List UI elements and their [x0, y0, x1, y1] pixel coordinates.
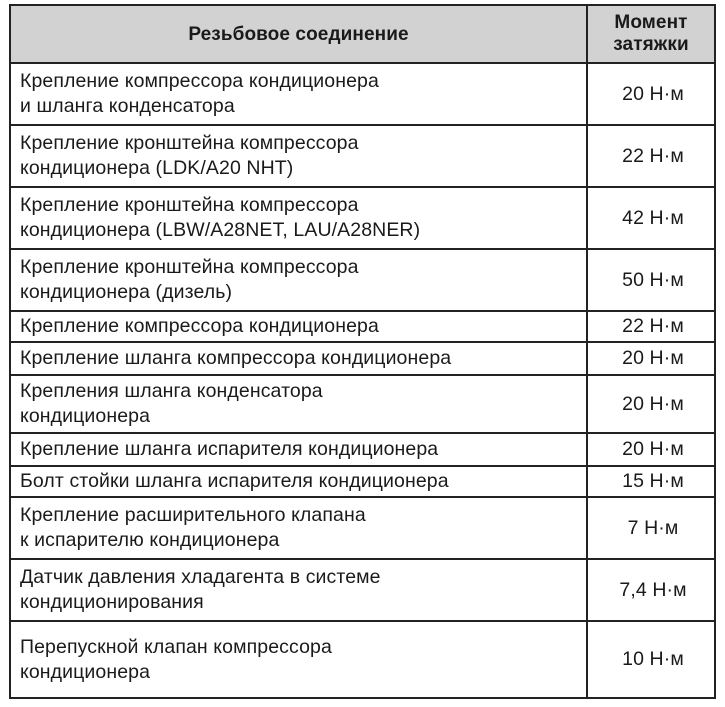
header-joint: Резьбовое соединение — [11, 6, 588, 64]
row-7-torque: 20 Н·м — [588, 376, 714, 434]
row-10-joint: Крепление расширительного клапана к испарителю кондиционера — [11, 498, 588, 560]
row-6-joint: Крепление шланга компрессора кондиционера — [11, 343, 588, 376]
row-6-torque: 20 Н·м — [588, 343, 714, 376]
row-8-torque: 20 Н·м — [588, 434, 714, 467]
torque-table — [9, 4, 716, 699]
row-11-joint: Датчик давления хладагента в системе кондиционирования — [11, 560, 588, 622]
row-9-joint: Болт стойки шланга испарителя кондиционера — [11, 467, 588, 498]
row-11-torque: 7,4 Н·м — [588, 560, 714, 622]
row-7-joint: Крепления шланга конденсатора кондиционера — [11, 376, 588, 434]
row-10-torque: 7 Н·м — [588, 498, 714, 560]
row-3-torque: 42 Н·м — [588, 188, 714, 250]
row-8-joint: Крепление шланга испарителя кондиционера — [11, 434, 588, 467]
row-2-torque: 22 Н·м — [588, 126, 714, 188]
row-5-torque: 22 Н·м — [588, 312, 714, 343]
row-5-joint: Крепление компрессора кондиционера — [11, 312, 588, 343]
row-12-torque: 10 Н·м — [622, 648, 684, 670]
row-2-joint: Крепление кронштейна компрессора кондиционера (LDK/A20 NHT) — [11, 126, 588, 188]
row-4-torque: 50 Н·м — [588, 250, 714, 312]
row-1-torque: 20 Н·м — [588, 64, 714, 126]
row-3-joint: Крепление кронштейна компрессора кондиционера (LBW/A28NET, LAU/A28NER) — [11, 188, 588, 250]
row-1-joint: Крепление компрессора кондиционера и шланга конденсатора — [11, 64, 588, 126]
row-9-torque: 15 Н·м — [588, 467, 714, 498]
row-4-joint: Крепление кронштейна компрессора кондиционера (дизель) — [11, 250, 588, 312]
header-torque: Момент затяжки — [588, 6, 714, 64]
row-12-joint: Перепускной клапан компрессора кондиционера — [11, 622, 588, 697]
